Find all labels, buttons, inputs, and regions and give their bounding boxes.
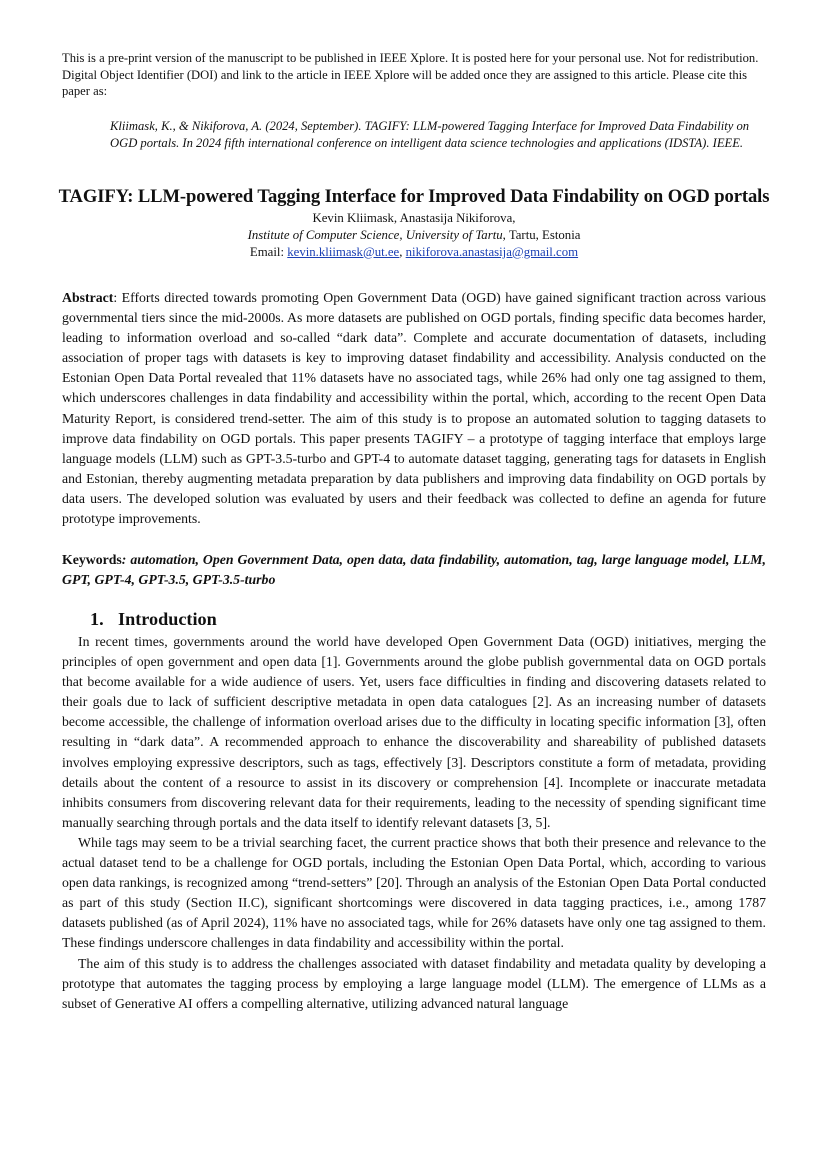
- affiliation-location: , Tartu, Estonia: [502, 227, 581, 242]
- introduction-body: [62, 632, 766, 1014]
- intro-paragraph-1: In recent times, governments around the world have developed Open Government Data (OGD) initiatives, merging the principles of open government and open data [1]. Governments around the globe publish governmental data on OGD portals that become available for a wide audience of users. Yet, users face difficulties in finding and discovering datasets related to their goals due to lack of sufficient descriptive metadata in open data catalogues [2]. As an increasing number of datasets become accessible, the challenge of information overload arises due to the difficulty in locating specific information [3], often resulting in “dark data”. A recommended approach to enhance the discoverability and shareability of published datasets involves employing expressive descriptors, such as tags, effectively [3]. Descriptors constitute a form of metadata, providing details about the content of a resource to assist in its discovery or comprehension [4]. Incomplete or inaccurate metadata inhibits consumers from discovering relevant data for their requirements, leading to the necessity of spending significant time manually searching through portals and the data itself to identify relevant datasets [3, 5].: [62, 634, 766, 830]
- abstract-text: : Efforts directed towards promoting Open Government Data (OGD) have gained significant traction across various governmental tiers since the mid-2000s. As more datasets are published on OGD portals, finding specific data becomes harder, leading to information overload and so-called “dark data”. Complete and accurate documentation of datasets, including association of proper tags with datasets is key to improving dataset findability and accessibility. Analysis conducted on the Estonian Open Data Portal revealed that 11% datasets have no associated tags, while 26% had only one tag assigned to them, which underscores challenges in data findability and accessibility within the portal, which, according to the recent Open Data Maturity Report, is considered trend-setter. The aim of this study is to propose an automated solution to tagging datasets to improve data findability on OGD portals. This paper presents TAGIFY – a prototype of tagging interface that employs large language models (LLM) such as GPT-3.5-turbo and GPT-4 to automate dataset tagging, generating tags for datasets in English and Estonian, thereby augmenting metadata preparation by data publishers and improving data findability on OGD portals by data users. The developed solution was evaluated by users and their feedback was collected to define an agenda for future prototype improvements.: [62, 290, 766, 527]
- preprint-notice: This is a pre-print version of the manuscript to be published in IEEE Xplore. It is posted here for your personal use. Not for redistribution. Digital Object Identifier (DOI) and link to the article in IEEE Xplore will be added once they are assigned to this article. Please cite this paper as:: [62, 51, 759, 98]
- email-line: [40, 244, 788, 261]
- email-label: Email:: [249, 244, 288, 259]
- section-title: Introduction: [118, 609, 217, 629]
- email-separator: ,: [399, 244, 406, 259]
- abstract-label: Abstract: [62, 290, 114, 305]
- keywords: [62, 550, 766, 590]
- abstract: [62, 288, 766, 529]
- citation: Kliimask, K., & Nikiforova, A. (2024, September). TAGIFY: LLM-powered Tagging Interface for Improved Data Findability on OGD portals. In 2024 fifth international conference on intelligent data science technologies and applications (IDSTA). IEEE.: [110, 119, 750, 150]
- section-heading-introduction: [90, 608, 217, 630]
- intro-paragraph-3: The aim of this study is to address the challenges associated with dataset findability and metadata quality by developing a prototype that automates the tagging process by employing a large language model (LLM). The emergence of LLMs as a subset of Generative AI offers a compelling alternative, utilizing advanced natural language: [62, 955, 766, 1011]
- email-link-kliimask[interactable]: kevin.kliimask@ut.ee: [287, 244, 400, 259]
- keywords-text: : automation, Open Government Data, open data, data findability, automation, tag, large language model, LLM, GPT, GPT-4, GPT-3.5, GPT-3.5-turbo: [62, 552, 766, 588]
- affiliation-institute: Institute of Computer Science, University of Tartu: [247, 227, 503, 242]
- paper-title: TAGIFY: LLM-powered Tagging Interface for Improved Data Findability on OGD portals: [58, 186, 770, 207]
- keywords-label: Keywords: [62, 552, 122, 567]
- section-number: 1.: [90, 609, 104, 629]
- email-link-nikiforova[interactable]: nikiforova.anastasija@gmail.com: [405, 244, 579, 259]
- affiliation: [40, 227, 788, 244]
- author-names: Kevin Kliimask, Anastasija Nikiforova,: [312, 211, 516, 225]
- author-block: [40, 210, 788, 260]
- intro-paragraph-2: While tags may seem to be a trivial searching facet, the current practice shows that both their presence and relevance to the actual dataset tend to be a challenge for OGD portals, including the Estonian Open Data Portal, which, according to various open data rankings, is recognized among “trend-setters” [20]. Through an analysis of the Estonian Open Data Portal conducted as part of this study (Section II.C), significant shortcomings were discovered in data tagging practices, i.e., among 1787 datasets published (as of April 2024), 11% have no associated tags, while for 26% datasets have only one tag assigned to them. These findings underscore challenges in data findability and accessibility within the portal.: [62, 834, 766, 951]
